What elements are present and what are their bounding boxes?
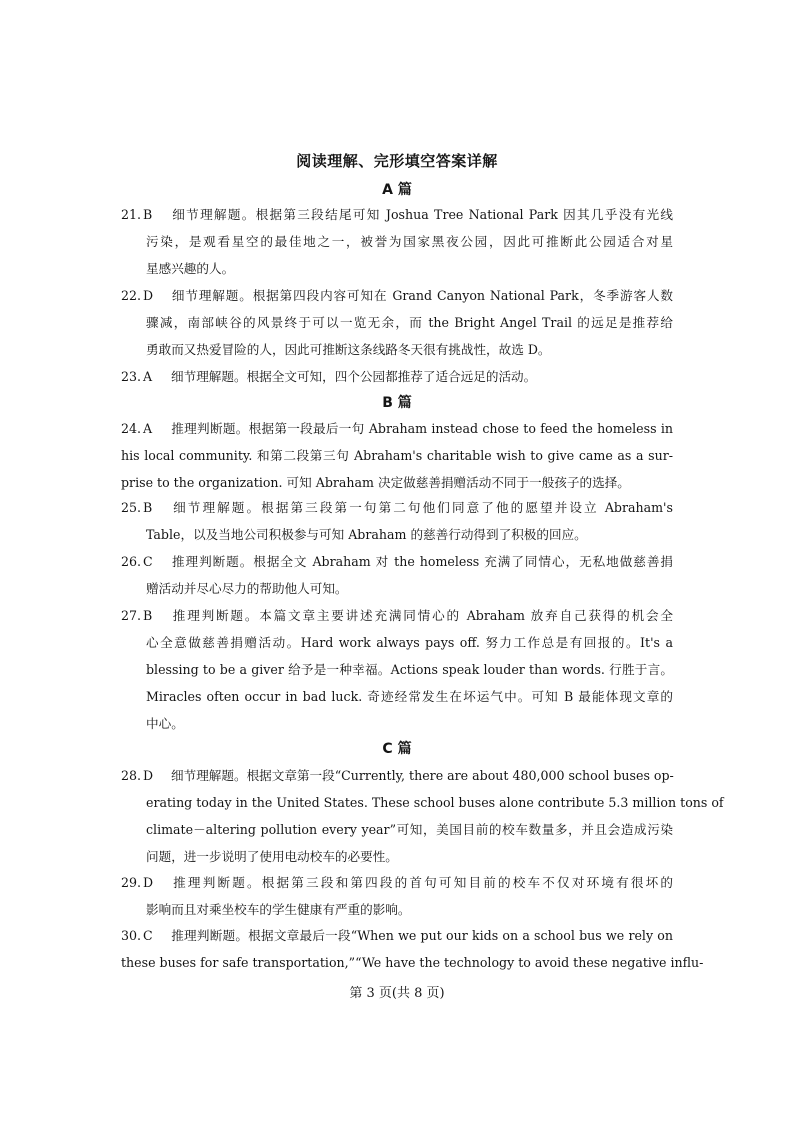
answer-item-22	[121, 282, 673, 363]
section-heading-c: C 篇	[382, 741, 412, 757]
explanation-line: blessing to be a giver 给予是一种幸福。Actions speak louder than words. 行胜于言。	[146, 662, 673, 677]
explanation-line: these buses for safe transportation,”“We have the technology to avoid these negative influ-	[121, 955, 704, 970]
explanation-line: 细节理解题。根据文章第一段“Currently, there are about 480,000 school buses op-	[171, 768, 674, 783]
item-number: 30.	[121, 928, 142, 943]
answer-item-26	[121, 548, 673, 602]
explanation-line: prise to the organization. 可知 Abraham 决定做慈善捐赠活动不同于一般孩子的选择。	[121, 475, 630, 490]
item-answer: C	[143, 554, 153, 569]
explanation-line: 星感兴趣的人。	[146, 261, 235, 276]
answer-item-23	[121, 363, 673, 390]
item-answer: A	[143, 421, 153, 436]
explanation-line: 中心。	[146, 716, 184, 731]
item-answer: D	[143, 875, 154, 890]
answer-item-30	[121, 922, 704, 976]
explanation-line: 推理判断题。根据第三段和第四段的首句可知目前的校车不仅对环境有很坏的	[171, 875, 673, 890]
item-number: 27.	[121, 608, 142, 623]
item-answer: D	[143, 768, 154, 783]
explanation-line: 推理判断题。本篇文章主要讲述充满同情心的 Abraham 放弃自己获得的机会全	[171, 608, 673, 623]
item-answer: C	[143, 928, 153, 943]
item-answer: B	[143, 500, 153, 515]
explanation-line: 问题，进一步说明了使用电动校车的必要性。	[146, 849, 398, 864]
explanation-line: 污染，是观看星空的最佳地之一，被誉为国家黑夜公园，因此可推断此公园适合对星	[146, 234, 673, 249]
item-answer: D	[143, 288, 154, 303]
explanation-line: 细节理解题。根据第三段第一句第二句他们同意了他的愿望并设立 Abraham's	[171, 500, 673, 515]
answer-item-24	[121, 415, 673, 496]
section-heading-b: B 篇	[382, 395, 412, 411]
item-number: 23.	[121, 369, 142, 384]
explanation-line: climate－altering pollution every year”可知，美国目前的校车数量多，并且会造成污染	[146, 822, 673, 837]
answer-item-25	[121, 494, 673, 548]
section-heading-a: A 篇	[382, 182, 412, 198]
item-number: 29.	[121, 875, 142, 890]
page-footer: 第 3 页(共 8 页)	[349, 986, 445, 1001]
item-number: 28.	[121, 768, 142, 783]
explanation-line: 赠活动并尽心尽力的帮助他人可知。	[146, 581, 348, 596]
item-number: 24.	[121, 421, 142, 436]
explanation-line: Table，以及当地公司积极参与可知 Abraham 的慈善行动得到了积极的回应。	[146, 527, 587, 542]
answer-item-29	[121, 869, 673, 923]
explanation-line: 推理判断题。根据文章最后一段“When we put our kids on a school bus we rely on	[171, 928, 673, 943]
explanation-line: 推理判断题。根据全文 Abraham 对 the homeless 充满了同情心，无私地做慈善捐	[171, 554, 673, 569]
explanation-line: 影响而且对乘坐校车的学生健康有严重的影响。	[146, 902, 411, 917]
explanation-line: 勇敢而又热爱冒险的人，因此可推断这条线路冬天很有挑战性，故选 D。	[146, 342, 551, 357]
item-number: 21.	[121, 207, 142, 222]
answer-item-28	[121, 762, 724, 870]
explanation-line: 心全意做慈善捐赠活动。Hard work always pays off. 努力工作总是有回报的。It's a	[146, 635, 673, 650]
page-title: 阅读理解、完形填空答案详解	[296, 152, 498, 170]
item-number: 25.	[121, 500, 142, 515]
item-answer: A	[143, 369, 153, 384]
explanation-line: 骤减，南部峡谷的风景终于可以一览无余，而 the Bright Angel Trail 的远足是推荐给	[146, 315, 673, 330]
explanation-line: 细节理解题。根据第四段内容可知在 Grand Canyon National Park，冬季游客人数	[171, 288, 673, 303]
explanation-line: 推理判断题。根据第一段最后一句 Abraham instead chose to feed the homeless in	[171, 421, 673, 436]
explanation-line: erating today in the United States. These school buses alone contribute 5.3 million tons of	[146, 795, 724, 810]
answer-item-21	[121, 201, 673, 282]
item-answer: B	[143, 207, 153, 222]
explanation-line: his local community. 和第二段第三句 Abraham's charitable wish to give came as a sur-	[121, 448, 673, 463]
item-answer: B	[143, 608, 153, 623]
explanation-line: Miracles often occur in bad luck. 奇迹经常发生在坏运气中。可知 B 最能体现文章的	[146, 689, 673, 704]
item-number: 26.	[121, 554, 142, 569]
answer-item-27	[121, 602, 673, 737]
explanation-line: 细节理解题。根据全文可知，四个公园都推荐了适合远足的活动。	[171, 369, 537, 384]
explanation-line: 细节理解题。根据第三段结尾可知 Joshua Tree National Park 因其几乎没有光线	[171, 207, 673, 222]
item-number: 22.	[121, 288, 142, 303]
